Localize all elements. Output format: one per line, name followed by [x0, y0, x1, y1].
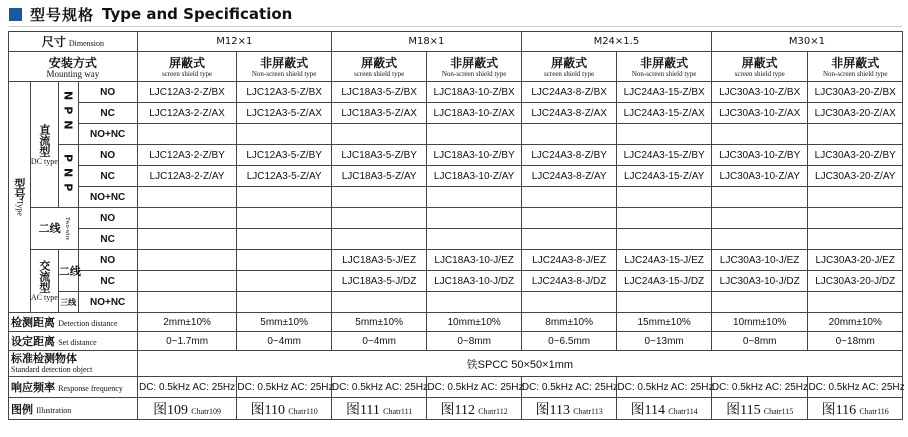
chart-ref: Chatr110 [288, 406, 318, 416]
model-cell: LJC12A3-5-Z/BY [237, 145, 331, 166]
model-cell: LJC18A3-5-J/DZ [331, 271, 427, 292]
illustration-label [9, 398, 138, 420]
empty-cell [617, 187, 712, 208]
model-cell: LJC24A3-8-Z/BX [521, 82, 617, 103]
chart-ref: Chatr112 [478, 406, 508, 416]
model-cell: LJC24A3-15-Z/BX [617, 82, 712, 103]
model-cell: LJC12A3-2-Z/BX [137, 82, 237, 103]
empty-cell [427, 187, 521, 208]
nonshield-zh: 非屏蔽式 [260, 55, 309, 70]
shield-zh: 屏蔽式 [551, 55, 588, 70]
signal-no: NO [78, 250, 137, 271]
signal-nc: NC [78, 103, 137, 124]
illustration-cell [711, 398, 808, 420]
empty-cell [711, 292, 808, 313]
ac-threewire-row [9, 292, 903, 313]
shield-en: screen shield type [544, 69, 595, 78]
empty-cell [808, 229, 903, 250]
illustration-cell [521, 398, 617, 420]
response-zh: 响应频率 [11, 381, 55, 394]
set-distance-row [9, 332, 903, 351]
empty-cell [711, 208, 808, 229]
illustration-cell [137, 398, 237, 420]
dimension-label-en: Dimension [68, 39, 105, 48]
model-cell: LJC12A3-2-Z/AY [137, 166, 237, 187]
shield-zh: 屏蔽式 [741, 55, 778, 70]
dc-label-zh: 直流型 [37, 123, 51, 157]
nonshield-zh: 非屏蔽式 [831, 55, 880, 70]
chart-ref: Chatr116 [859, 406, 889, 416]
model-cell: LJC24A3-15-J/DZ [617, 271, 712, 292]
empty-cell [711, 124, 808, 145]
empty-cell [521, 229, 617, 250]
model-cell: LJC24A3-8-J/EZ [521, 250, 617, 271]
empty-cell [521, 187, 617, 208]
empty-cell [808, 187, 903, 208]
ac-two-wire-label [58, 250, 81, 292]
empty-cell [427, 208, 521, 229]
header-title-en: Type and Specification [102, 5, 293, 23]
value-cell: 2mm±10% [137, 313, 237, 332]
signal-nc: NC [78, 166, 137, 187]
nonshield-en: Non-screen shield type [441, 69, 507, 78]
npn-nc-row [9, 103, 903, 124]
response-label [9, 377, 138, 398]
model-cell: LJC18A3-5-Z/BY [331, 145, 427, 166]
model-cell: LJC30A3-10-Z/BY [711, 145, 808, 166]
two-wire-label [30, 208, 78, 250]
pnp-nonc-row [9, 187, 903, 208]
ac-label-zh: 交流型 [37, 260, 51, 293]
model-cell: LJC12A3-5-Z/AY [237, 166, 331, 187]
signal-nonc: NO+NC [78, 187, 137, 208]
empty-cell [521, 208, 617, 229]
figure-number: 图116 [821, 402, 857, 418]
model-cell: LJC30A3-20-Z/BX [808, 82, 903, 103]
value-cell: 0~8mm [711, 332, 808, 351]
empty-cell [711, 229, 808, 250]
empty-cell [808, 292, 903, 313]
chart-ref: Chatr111 [383, 406, 413, 416]
empty-cell [521, 292, 617, 313]
model-cell: LJC24A3-8-Z/AY [521, 166, 617, 187]
illustration-row [9, 398, 903, 420]
figure-number: 图115 [726, 402, 761, 418]
section-header [9, 3, 292, 25]
type-label-en: Type [15, 200, 25, 216]
value-cell: 5mm±10% [237, 313, 331, 332]
value-cell: 10mm±10% [711, 313, 808, 332]
figure-number: 图109 [153, 402, 189, 418]
standard-object-label [9, 351, 138, 377]
model-cell: LJC30A3-20-J/DZ [808, 271, 903, 292]
figure-number: 图113 [535, 402, 571, 418]
model-cell: LJC24A3-15-J/EZ [617, 250, 712, 271]
value-cell: 0~1.7mm [137, 332, 237, 351]
mounting-shield [137, 52, 237, 82]
empty-cell [331, 229, 427, 250]
model-cell: LJC30A3-10-J/EZ [711, 250, 808, 271]
empty-cell [237, 124, 331, 145]
model-cell: LJC24A3-15-Z/AX [617, 103, 712, 124]
signal-no: NO [78, 145, 137, 166]
pnp-nc-row [9, 166, 903, 187]
spec-table [8, 31, 903, 420]
model-cell: LJC12A3-5-Z/AX [237, 103, 331, 124]
model-cell: LJC12A3-2-Z/AX [137, 103, 237, 124]
two-wire-en: Two-wire [63, 216, 70, 241]
model-cell: LJC30A3-10-Z/AX [711, 103, 808, 124]
shield-en: screen shield type [734, 69, 785, 78]
model-cell: LJC24A3-15-Z/AY [617, 166, 712, 187]
response-cell: DC: 0.5kHz AC: 25Hz [711, 377, 808, 398]
model-cell: LJC24A3-8-Z/AX [521, 103, 617, 124]
figure-number: 图114 [630, 402, 666, 418]
response-row [9, 377, 903, 398]
signal-nonc: NO+NC [78, 292, 137, 313]
figure-number: 图111 [345, 402, 380, 418]
dimension-row [9, 32, 903, 52]
value-cell: 10mm±10% [427, 313, 521, 332]
mounting-nonshield [237, 52, 331, 82]
nonshield-en: Non-screen shield type [822, 69, 888, 78]
nonshield-zh: 非屏蔽式 [450, 55, 499, 70]
model-cell: LJC18A3-5-J/EZ [331, 250, 427, 271]
signal-nc: NC [78, 229, 137, 250]
ac-label [30, 250, 58, 313]
empty-cell [808, 208, 903, 229]
model-cell: LJC18A3-10-Z/BY [427, 145, 521, 166]
value-cell: 0~8mm [427, 332, 521, 351]
empty-cell [427, 124, 521, 145]
model-cell: LJC24A3-8-Z/BY [521, 145, 617, 166]
model-cell: LJC24A3-15-Z/BY [617, 145, 712, 166]
illustration-zh: 图例 [11, 402, 33, 416]
illustration-cell [617, 398, 712, 420]
value-cell: 0~6.5mm [521, 332, 617, 351]
figure-number: 图110 [250, 402, 286, 418]
mounting-label-en: Mounting way [46, 68, 100, 79]
model-cell: LJC18A3-10-Z/AX [427, 103, 521, 124]
empty-cell [237, 229, 331, 250]
model-cell [237, 271, 331, 292]
response-cell: DC: 0.5kHz AC: 25Hz [427, 377, 521, 398]
empty-cell [237, 208, 331, 229]
npn-label [58, 82, 78, 145]
model-cell: LJC18A3-5-Z/AY [331, 166, 427, 187]
model-cell: LJC24A3-8-J/DZ [521, 271, 617, 292]
dimension-label-zh: 尺寸 [41, 35, 66, 49]
empty-cell [237, 292, 331, 313]
npn-nonc-row [9, 124, 903, 145]
empty-cell [331, 124, 427, 145]
standard-object-en: Standard detection object [11, 365, 93, 374]
header-divider [9, 26, 902, 27]
response-cell: DC: 0.5kHz AC: 25Hz [521, 377, 617, 398]
npn-label-text: NPN [61, 90, 75, 136]
mounting-shield [711, 52, 808, 82]
illustration-cell [808, 398, 903, 420]
response-cell: DC: 0.5kHz AC: 25Hz [331, 377, 427, 398]
model-cell: LJC18A3-10-Z/AY [427, 166, 521, 187]
response-cell: DC: 0.5kHz AC: 25Hz [808, 377, 903, 398]
response-cell: DC: 0.5kHz AC: 25Hz [237, 377, 331, 398]
model-cell: LJC18A3-10-J/EZ [427, 250, 521, 271]
size-m30: M30×1 [711, 32, 902, 52]
header-square-icon [9, 8, 22, 21]
set-distance-en: Set distance [58, 338, 97, 347]
mounting-nonshield [617, 52, 712, 82]
standard-object-value: 铁SPCC 50×50×1mm [137, 351, 902, 377]
mounting-shield [521, 52, 617, 82]
model-cell: LJC30A3-10-J/DZ [711, 271, 808, 292]
model-cell [137, 271, 237, 292]
model-cell: LJC18A3-10-Z/BX [427, 82, 521, 103]
empty-cell [427, 229, 521, 250]
model-cell: LJC30A3-10-Z/AY [711, 166, 808, 187]
nonshield-zh: 非屏蔽式 [640, 55, 689, 70]
shield-en: screen shield type [161, 69, 213, 78]
value-cell: 8mm±10% [521, 313, 617, 332]
mounting-shield [331, 52, 427, 82]
value-cell: 0~18mm [808, 332, 903, 351]
response-cell: DC: 0.5kHz AC: 25Hz [137, 377, 237, 398]
header-title-zh: 型号规格 [30, 5, 95, 24]
model-cell: LJC18A3-10-J/DZ [427, 271, 521, 292]
empty-cell [331, 208, 427, 229]
empty-cell [808, 124, 903, 145]
detection-distance-en: Detection distance [58, 319, 118, 328]
model-cell: LJC30A3-20-Z/AY [808, 166, 903, 187]
npn-no-row [9, 82, 903, 103]
mounting-nonshield [808, 52, 903, 82]
model-cell: LJC18A3-5-Z/AX [331, 103, 427, 124]
ac-no-row [9, 250, 903, 271]
empty-cell [137, 124, 237, 145]
figure-number: 图112 [440, 402, 476, 418]
ac-two-wire-zh: 二线 [58, 264, 81, 278]
empty-cell [427, 292, 521, 313]
empty-cell [617, 124, 712, 145]
nonshield-en: Non-screen shield type [631, 69, 697, 78]
illustration-en: Illustration [36, 405, 72, 415]
empty-cell [137, 229, 237, 250]
two-wire-zh: 二线 [38, 221, 61, 235]
dc-label-en: DC type [30, 156, 58, 166]
empty-cell [331, 292, 427, 313]
empty-cell [617, 292, 712, 313]
value-cell: 15mm±10% [617, 313, 712, 332]
pnp-label-text: PNP [61, 154, 75, 198]
illustration-cell [237, 398, 331, 420]
type-label [9, 82, 31, 313]
set-distance-label [9, 332, 138, 351]
ac-nc-row [9, 271, 903, 292]
signal-no: NO [78, 208, 137, 229]
empty-cell [617, 208, 712, 229]
value-cell: 0~4mm [331, 332, 427, 351]
mounting-row [9, 52, 903, 82]
size-m12: M12×1 [137, 32, 331, 52]
nonshield-en: Non-screen shield type [251, 69, 317, 78]
value-cell: 0~13mm [617, 332, 712, 351]
chart-ref: Chatr115 [763, 406, 794, 416]
chart-ref: Chatr109 [191, 406, 222, 416]
type-label-zh: 型号 [12, 178, 26, 201]
detection-distance-label [9, 313, 138, 332]
response-en: Response frequency [58, 384, 123, 393]
mounting-label-zh: 安装方式 [48, 55, 97, 70]
model-cell: LJC30A3-20-Z/AX [808, 103, 903, 124]
model-cell: LJC12A3-5-Z/BX [237, 82, 331, 103]
size-m24: M24×1.5 [521, 32, 711, 52]
shield-zh: 屏蔽式 [361, 55, 398, 70]
value-cell: 0~4mm [237, 332, 331, 351]
value-cell: 5mm±10% [331, 313, 427, 332]
model-cell: LJC30A3-20-Z/BY [808, 145, 903, 166]
model-cell [237, 250, 331, 271]
illustration-cell [331, 398, 427, 420]
chart-ref: Chatr113 [573, 406, 603, 416]
model-cell [137, 250, 237, 271]
set-distance-zh: 设定距离 [11, 335, 55, 348]
dc-twowire-no-row [9, 208, 903, 229]
shield-zh: 屏蔽式 [169, 55, 206, 70]
ac-label-en: AC type [30, 293, 58, 302]
model-cell: LJC12A3-2-Z/BY [137, 145, 237, 166]
pnp-label [58, 145, 78, 208]
mounting-label [9, 52, 138, 82]
empty-cell [617, 229, 712, 250]
chart-ref: Chatr114 [668, 406, 698, 416]
value-cell: 20mm±10% [808, 313, 903, 332]
empty-cell [137, 187, 237, 208]
empty-cell [521, 124, 617, 145]
empty-cell [137, 208, 237, 229]
model-cell: LJC30A3-20-J/EZ [808, 250, 903, 271]
standard-object-zh: 标准检测物体 [11, 352, 77, 365]
pnp-no-row [9, 145, 903, 166]
response-cell: DC: 0.5kHz AC: 25Hz [617, 377, 712, 398]
dc-twowire-nc-row [9, 229, 903, 250]
model-cell: LJC30A3-10-Z/BX [711, 82, 808, 103]
signal-nonc: NO+NC [78, 124, 137, 145]
model-cell: LJC18A3-5-Z/BX [331, 82, 427, 103]
shield-en: screen shield type [354, 69, 405, 78]
standard-object-row [9, 351, 903, 377]
illustration-cell [427, 398, 521, 420]
detection-distance-zh: 检测距离 [11, 316, 55, 329]
dc-label [30, 82, 58, 208]
dimension-label [9, 32, 138, 52]
signal-no: NO [78, 82, 137, 103]
three-wire-label [58, 292, 78, 313]
detection-distance-row [9, 313, 903, 332]
signal-nc: NC [78, 271, 137, 292]
mounting-nonshield [427, 52, 521, 82]
empty-cell [711, 187, 808, 208]
empty-cell [331, 187, 427, 208]
size-m18: M18×1 [331, 32, 521, 52]
three-wire-zh: 三线 [60, 297, 77, 307]
empty-cell [237, 187, 331, 208]
empty-cell [137, 292, 237, 313]
